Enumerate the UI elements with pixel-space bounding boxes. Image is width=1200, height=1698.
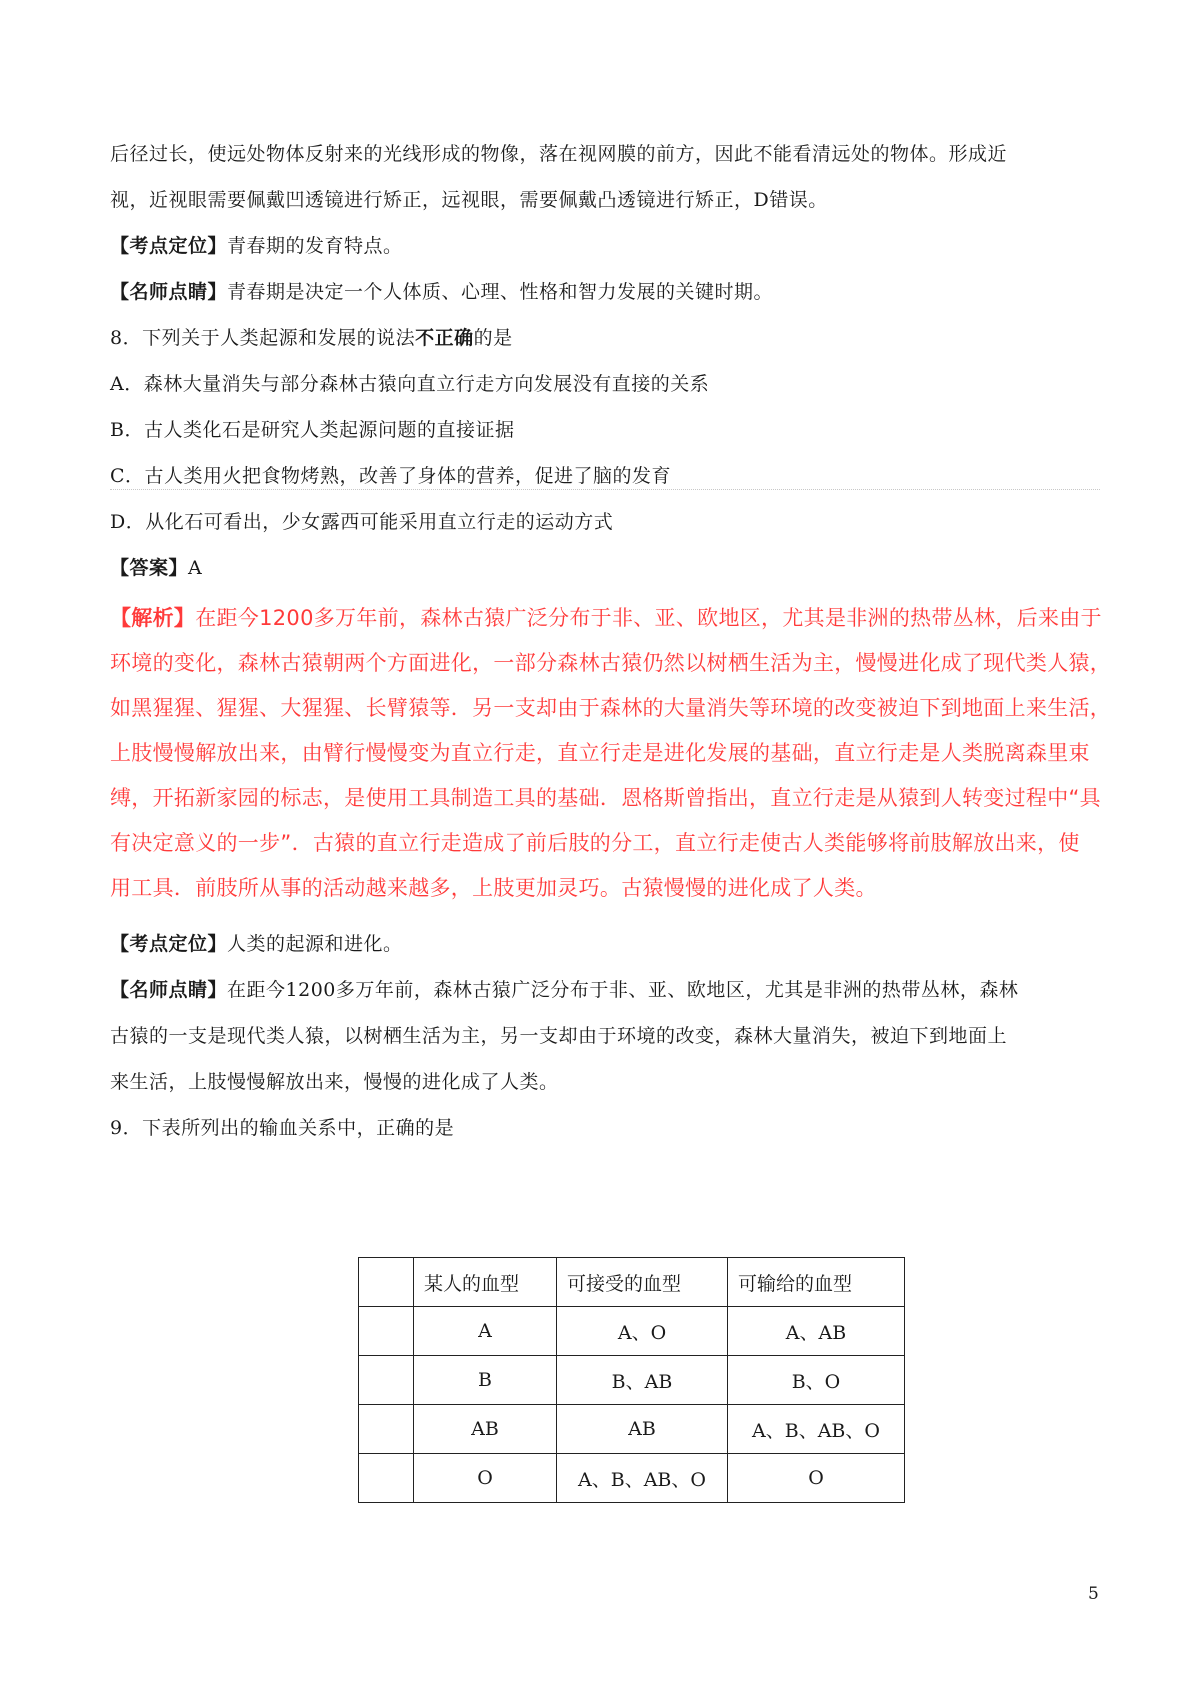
table-header-cell: 可输给的血型 bbox=[728, 1258, 905, 1307]
table-row bbox=[359, 1307, 905, 1356]
table-cell: AB bbox=[414, 1405, 557, 1454]
q8-option-d: D．从化石可看出，少女露西可能采用直立行走的运动方式 bbox=[110, 511, 614, 533]
table-cell bbox=[359, 1307, 414, 1356]
q8-mingshi-line-1: 在距今1200多万年前，森林古猿广泛分布于非、亚、欧地区，尤其是非洲的热带丛林，森林 bbox=[227, 979, 1019, 1001]
q8-option-c: C．古人类用火把食物烤熟，改善了身体的营养，促进了脑的发育 bbox=[110, 465, 672, 487]
q8-option-b: B．古人类化石是研究人类起源问题的直接证据 bbox=[110, 419, 515, 441]
table-cell: B、O bbox=[728, 1356, 905, 1405]
table-cell: B、AB bbox=[557, 1356, 728, 1405]
table-cell bbox=[359, 1454, 414, 1503]
q8-kaodian-text: 人类的起源和进化。 bbox=[227, 933, 403, 955]
q8-kaodian-label: 【考点定位】 bbox=[110, 933, 228, 955]
analysis-line-1 bbox=[110, 603, 1102, 633]
kaodian-label: 【考点定位】 bbox=[110, 235, 228, 257]
table-row bbox=[359, 1356, 905, 1405]
blood-type-table bbox=[358, 1257, 905, 1503]
analysis-line-4: 上肢慢慢解放出来，由臂行慢慢变为直立行走，直立行走是进化发展的基础，直立行走是人类脱离森里束 bbox=[110, 741, 1090, 765]
table-header-row bbox=[359, 1258, 905, 1307]
table-header-cell: 某人的血型 bbox=[414, 1258, 557, 1307]
table-cell: A、B、AB、O bbox=[557, 1454, 728, 1503]
table-cell: O bbox=[728, 1454, 905, 1503]
analysis-line-3: 如黑猩猩、猩猩、大猩猩、长臂猿等．另一支却由于森林的大量消失等环境的改变被迫下到地面上来生活， bbox=[110, 696, 1112, 720]
q8-stem-prefix: 8．下列关于人类起源和发展的说法 bbox=[110, 327, 416, 349]
analysis-line-2: 环境的变化，森林古猿朝两个方面进化，一部分森林古猿仍然以树栖生活为主，慢慢进化成了现代类人猿， bbox=[110, 651, 1112, 675]
table-header-cell: 可接受的血型 bbox=[557, 1258, 728, 1307]
q9-stem: 9．下表所列出的输血关系中，正确的是 bbox=[110, 1117, 455, 1139]
analysis-line-5: 缚，开拓新家园的标志，是使用工具制造工具的基础．恩格斯曾指出，直立行走是从猿到人转变过程中“具 bbox=[110, 786, 1101, 810]
q8-answer bbox=[110, 554, 202, 582]
q8-stem bbox=[110, 324, 513, 352]
continuation-line-2: 视，近视眼需要佩戴凹透镜进行矫正，远视眼，需要佩戴凸透镜进行矫正，D错误。 bbox=[110, 189, 828, 211]
q8-mingshi-1 bbox=[110, 976, 1018, 1004]
table-cell bbox=[359, 1405, 414, 1454]
q8-mingshi-line-2: 古猿的一支是现代类人猿，以树栖生活为主，另一支却由于环境的改变，森林大量消失，被迫下到地面上 bbox=[110, 1025, 1008, 1047]
q8-mingshi-line-3: 来生活，上肢慢慢解放出来，慢慢的进化成了人类。 bbox=[110, 1071, 559, 1093]
page-number: 5 bbox=[1088, 1584, 1099, 1604]
answer-label: 【答案】 bbox=[110, 557, 189, 579]
analysis-line-1-text: 在距今1200多万年前，森林古猿广泛分布于非、亚、欧地区，尤其是非洲的热带丛林，后来由于 bbox=[195, 606, 1102, 630]
table-cell: AB bbox=[557, 1405, 728, 1454]
q8-option-a: A．森林大量消失与部分森林古猿向直立行走方向发展没有直接的关系 bbox=[110, 373, 710, 395]
table-row bbox=[359, 1405, 905, 1454]
mingshi-label: 【名师点睛】 bbox=[110, 281, 228, 303]
table-header-cell bbox=[359, 1258, 414, 1307]
table-cell: B bbox=[414, 1356, 557, 1405]
analysis-line-7: 用工具．前肢所从事的活动越来越多，上肢更加灵巧。古猿慢慢的进化成了人类。 bbox=[110, 876, 877, 900]
analysis-line-6: 有决定意义的一步”．古猿的直立行走造成了前后肢的分工，直立行走使古人类能够将前肢解放出来，使 bbox=[110, 831, 1080, 855]
q8-kaodian bbox=[110, 930, 403, 958]
q8-stem-suffix: 的是 bbox=[473, 327, 513, 349]
answer-value: A bbox=[188, 557, 203, 579]
q8-stem-emphasis: 不正确 bbox=[415, 327, 474, 349]
q8-mingshi-label: 【名师点睛】 bbox=[110, 979, 228, 1001]
q7-kaodian bbox=[110, 232, 403, 260]
table-cell: A、AB bbox=[728, 1307, 905, 1356]
kaodian-text: 青春期的发育特点。 bbox=[227, 235, 403, 257]
table-cell: A bbox=[414, 1307, 557, 1356]
table-cell: A、O bbox=[557, 1307, 728, 1356]
analysis-label: 【解析】 bbox=[110, 606, 196, 630]
table-cell: A、B、AB、O bbox=[728, 1405, 905, 1454]
table-cell: O bbox=[414, 1454, 557, 1503]
mingshi-text: 青春期是决定一个人体质、心理、性格和智力发展的关键时期。 bbox=[227, 281, 774, 303]
table-cell bbox=[359, 1356, 414, 1405]
continuation-line-1: 后径过长，使远处物体反射来的光线形成的物像，落在视网膜的前方，因此不能看清远处的物体。形成近 bbox=[110, 143, 1008, 165]
q7-mingshi bbox=[110, 278, 773, 306]
table-row bbox=[359, 1454, 905, 1503]
